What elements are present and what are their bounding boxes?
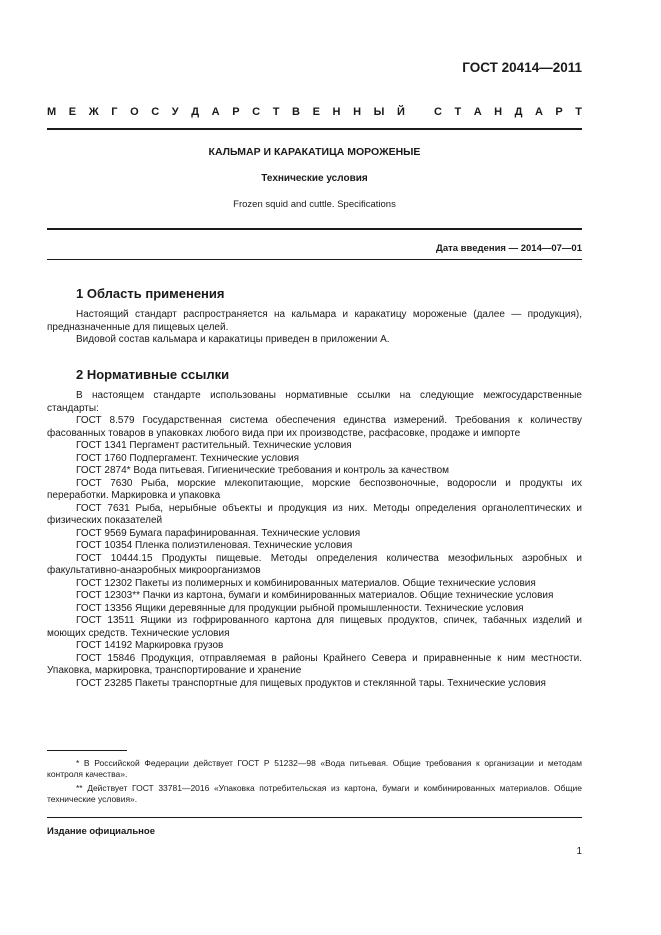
top-rule bbox=[47, 128, 582, 130]
section-2-body bbox=[47, 390, 582, 690]
reference-item: ГОСТ 14192 Маркировка грузов bbox=[76, 640, 224, 651]
reference-item: ГОСТ 12302 Пакеты из полимерных и комбинированных материалов. Общие технические условия bbox=[76, 577, 536, 589]
paragraph: В настоящем стандарте использованы нормативные ссылки на следующие межгосударственные стандарты: bbox=[47, 390, 582, 414]
paragraph: Видовой состав кальмара и каракатицы приведен в приложении А. bbox=[76, 334, 390, 345]
banner-letter: Т bbox=[272, 106, 280, 118]
footnotes bbox=[47, 758, 582, 808]
date-rule bbox=[47, 259, 582, 260]
banner-letter: Д bbox=[191, 106, 200, 118]
banner-letter: Г bbox=[111, 106, 118, 118]
banner-letter: В bbox=[292, 106, 300, 118]
banner-letter: М bbox=[47, 106, 57, 118]
banner-word-interstate bbox=[47, 106, 405, 118]
reference-item: ГОСТ 9569 Бумага парафинированная. Технические условия bbox=[76, 527, 361, 539]
banner-letter: А bbox=[211, 106, 220, 118]
banner-letter: Н bbox=[332, 106, 341, 118]
banner-letter: О bbox=[130, 106, 139, 118]
banner-letter: А bbox=[473, 106, 482, 118]
gost-number: ГОСТ 20414—2011 bbox=[462, 60, 582, 75]
footnote: ** Действует ГОСТ 33781—2016 «Упаковка потребительская из картона, бумаги и комбинированных материалов. Общие технические условия». bbox=[47, 783, 582, 804]
document-title-en: Frozen squid and cuttle. Specifications bbox=[233, 199, 396, 210]
section-2-heading: 2 Нормативные ссылки bbox=[76, 367, 230, 382]
edition-rule bbox=[47, 817, 582, 818]
reference-item: ГОСТ 12303** Пачки из картона, бумаги и комбинированных материалов. Общие технические условия bbox=[76, 590, 554, 601]
banner-letter: Й bbox=[396, 106, 405, 118]
banner-letter: Д bbox=[514, 106, 523, 118]
reference-item: ГОСТ 1341 Пергамент растительный. Технические условия bbox=[76, 440, 352, 451]
banner-letter: А bbox=[534, 106, 543, 118]
document-subtitle: Технические условия bbox=[261, 173, 368, 184]
banner-letter: Р bbox=[232, 106, 240, 118]
introduction-date: Дата введения — 2014—07—01 bbox=[436, 243, 582, 254]
reference-item: ГОСТ 8.579 Государственная система обеспечения единства измерений. Требования к количеству фасованных товаров в упаковках любого вида при их производстве, расфасовке, продаже и импорте bbox=[47, 415, 582, 439]
banner-letter: Т bbox=[575, 106, 582, 118]
banner-letter: Н bbox=[494, 106, 503, 118]
reference-item: ГОСТ 10444.15 Продукты пищевые. Методы определения количества мезофильных аэробных и факультативно-анаэробных микроорганизмов bbox=[47, 552, 582, 576]
official-edition: Издание официальное bbox=[47, 826, 155, 837]
section-1-heading: 1 Область применения bbox=[76, 286, 225, 301]
banner-letter: Р bbox=[555, 106, 563, 118]
reference-item: ГОСТ 10354 Пленка полиэтиленовая. Технические условия bbox=[76, 540, 353, 551]
paragraph: Настоящий стандарт распространяется на кальмара и каракатицу мороженые (далее — продукция), предназначенные для пищевых целей. bbox=[47, 309, 582, 333]
banner-letter: Ж bbox=[88, 106, 99, 118]
reference-item: ГОСТ 1760 Подпергамент. Технические условия bbox=[76, 452, 300, 464]
banner-word-standard bbox=[434, 106, 582, 118]
banner-letter: Е bbox=[312, 106, 320, 118]
reference-item: ГОСТ 13356 Ящики деревянные для продукции рыбной промышленности. Технические условия bbox=[76, 602, 524, 614]
section-1-body bbox=[47, 309, 582, 347]
reference-item: ГОСТ 7631 Рыба, нерыбные объекты и продукция из них. Методы определения органолептических и физических показателей bbox=[47, 502, 582, 526]
page-number: 1 bbox=[576, 846, 582, 857]
reference-item: ГОСТ 7630 Рыба, морские млекопитающие, морские беспозвоночные, водоросли и продукты их переработки. Маркировка и упаковка bbox=[47, 477, 582, 501]
standard-banner bbox=[47, 106, 582, 118]
reference-item: ГОСТ 2874* Вода питьевая. Гигиенические требования и контроль за качеством bbox=[76, 465, 450, 476]
banner-letter: Е bbox=[68, 106, 77, 118]
banner-letter: Ы bbox=[373, 106, 385, 118]
banner-letter: Т bbox=[454, 106, 462, 118]
reference-item: ГОСТ 13511 Ящики из гофрированного картона для пищевых продуктов, спичек, табачных изделий и моющих средств. Технические условия bbox=[47, 615, 582, 639]
banner-letter: С bbox=[151, 106, 160, 118]
banner-letter: Н bbox=[353, 106, 362, 118]
reference-item: ГОСТ 15846 Продукция, отправляемая в районы Крайнего Севера и приравненные к ним местности. Упаковка, маркировка, транспортирование и хранение bbox=[47, 652, 582, 676]
reference-item: ГОСТ 23285 Пакеты транспортные для пищевых продуктов и стеклянной тары. Технические условия bbox=[76, 677, 546, 689]
banner-letter: С bbox=[252, 106, 261, 118]
banner-letter: У bbox=[171, 106, 179, 118]
title-bottom-rule bbox=[47, 228, 582, 230]
footnote-rule bbox=[47, 750, 127, 751]
banner-letter: С bbox=[434, 106, 442, 118]
document-title: КАЛЬМАР И КАРАКАТИЦА МОРОЖЕНЫЕ bbox=[208, 146, 421, 158]
footnote: * В Российской Федерации действует ГОСТ Р 51232—98 «Вода питьевая. Общие требования к организации и методам контроля качества». bbox=[47, 758, 582, 779]
